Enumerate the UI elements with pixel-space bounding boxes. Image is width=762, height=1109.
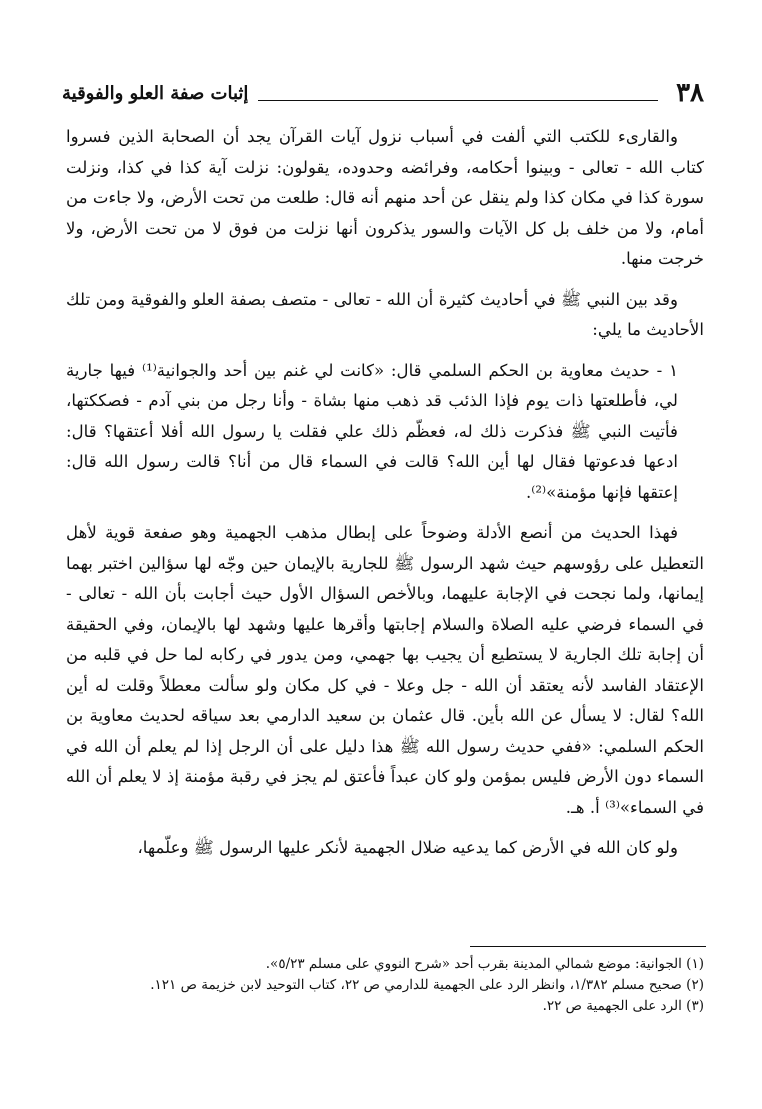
paragraph: وقد بين النبي ﷺ في أحاديث كثيرة أن الله - تعالى - متصف بصفة العلو والفوقية ومن تلك الأحاديث ما يلي: (66, 289, 704, 339)
hadith-paragraph: ١ - حديث معاوية بن الحكم السلمي قال: «كانت لي غنم بين أحد والجوانية⁽¹⁾ فيها جارية لي، فأطلعتها ذات يوم فإذا الذئب قد ذهب منها بشاة - وأنا رجل من بني آدم - فصككتها، فأتيت النبي ﷺ فذكرت ذلك له، فعظّم ذلك علي فقلت يا رسول الله أفلا أعتقها؟ قال: ادعها فدعوتها فقال لها أين الله؟ قالت في السماء قال من أنا؟ قالت رسول الله قال: إعتقها فإنها مؤمنة»⁽²⁾. (66, 360, 678, 502)
running-title: إثبات صفة العلو والفوقية (62, 83, 249, 104)
page-number: ٣٨ (676, 78, 704, 108)
footnote: (٣) الرد على الجهمية ص ٢٢. (542, 998, 704, 1014)
footnote: (٢) صحيح مسلم ١/٣٨٢، وانظر الرد على الجهمية للدارمي ص ٢٢، كتاب التوحيد لابن خزيمة ص ١٢١. (150, 977, 704, 993)
paragraph: ولو كان الله في الأرض كما يدعيه ضلال الجهمية لأنكر عليها الرسول ﷺ وعلّمها، (137, 838, 678, 857)
header-rule (258, 100, 658, 101)
paragraph: والقارىء للكتب التي ألفت في أسباب نزول آيات القرآن يجد أن الصحابة الذين فسروا كتاب الله - تعالى - وبينوا أحكامه، وفرائضه وحدوده، يقولون: نزلت آية كذا في كذا، ونزلت سورة كذا في مكان كذا ولم ينقل عن أحد منهم أنه قال: طلعت من تحت الأرض، ولا جاءت من أمام، ولا من خلف بل كل الآيات والسور يذكرون أنها نزلت من فوق لا من تحت الأرض، ولا خرجت منها. (66, 127, 704, 268)
page-header (62, 76, 704, 116)
paragraph: فهذا الحديث من أنصع الأدلة وضوحاً على إبطال مذهب الجهمية وهو صفعة قوية لأهل التعطيل على رؤوسهم حيث شهد الرسول ﷺ للجارية بالإيمان حين وجّه لها سؤالين اختبر بهما إيمانها، ولما نجحت في الإجابة عليهما، وبالأخص السؤال الأول حيث أجابت بأن الله - تعالى - في السماء فرضي عليه الصلاة والسلام إجابتها وأقرها عليها وشهد لها بالإيمان، وفي الحقيقة أن إجابة تلك الجارية لا يستطيع أن يجيب بها جهمي، ومن يدور في ركابه لما حل في قلبه من الإعتقاد الفاسد لأنه يعتقد أن الله - جل وعلا - في كل مكان ولو سألت معطلاً وقلت له أين الله؟ لقال: لا يسأل عن الله بأين. قال عثمان بن سعيد الدارمي بعد سياقه لحديث معاوية بن الحكم السلمي: «ففي حديث رسول الله ﷺ هذا دليل على أن الرجل إذا لم يعلم أن الله في السماء دون الأرض فليس بمؤمن ولو كان عبداً فأعتق لم يجز في رقبة مؤمنة إذ لا يعلم أن الله في السماء»⁽³⁾ أ. هـ. (66, 523, 704, 817)
footnotes (66, 954, 704, 1017)
footnote: (١) الجوانية: موضع شمالي المدينة بقرب أحد «شرح النووي على مسلم ٥/٢٣». (265, 956, 704, 972)
main-text (66, 122, 704, 874)
footnote-rule (470, 946, 706, 947)
